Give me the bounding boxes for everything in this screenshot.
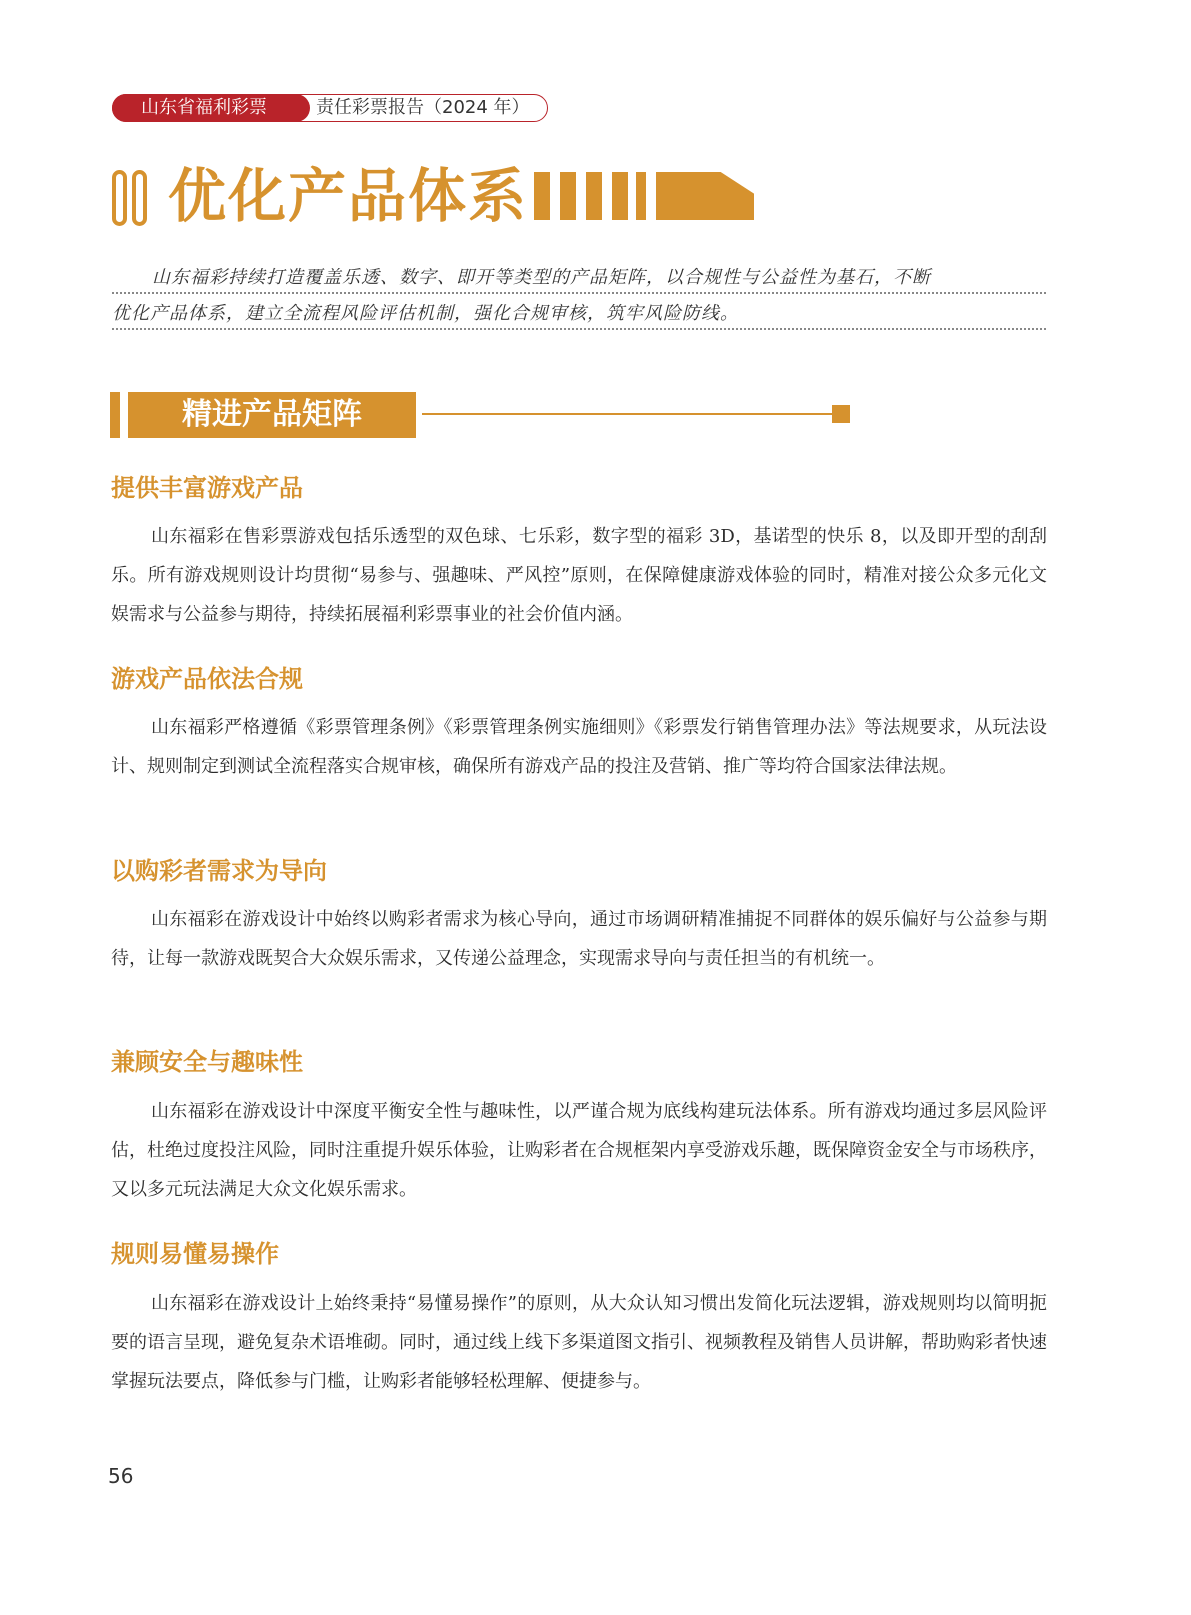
title-decor-bar (636, 172, 646, 220)
page-title: 优化产品体系 (168, 162, 529, 230)
report-header (112, 94, 548, 122)
subsection-heading: 游戏产品依法合规 (111, 665, 303, 693)
section-title: 精进产品矩阵 (128, 392, 416, 438)
intro-divider (112, 292, 1046, 294)
intro-line: 山东福彩持续打造覆盖乐透、数字、即开等类型的产品矩阵，以合规性与公益性为基石，不断 (152, 267, 931, 288)
intro-line: 优化产品体系，建立全流程风险评估机制，强化合规审核，筑牢风险防线。 (112, 303, 739, 324)
subsection-heading: 规则易懂易操作 (111, 1240, 279, 1268)
subsection-body: 山东福彩在游戏设计上始终秉持“易懂易操作”的原则，从大众认知习惯出发简化玩法逻辑，游戏规则均以简明扼要的语言呈现，避免复杂术语堆砌。同时，通过线上线下多渠道图文指引、视频教程及销售人员讲解，帮助购彩者快速掌握玩法要点，降低参与门槛，让购彩者能够轻松理解、便捷参与。 (111, 1293, 1047, 1392)
page-number: 56 (108, 1464, 134, 1488)
subsection-heading: 以购彩者需求为导向 (111, 857, 327, 885)
subsection-body: 山东福彩在售彩票游戏包括乐透型的双色球、七乐彩，数字型的福彩 3D，基诺型的快乐 8，以及即开型的刮刮乐。所有游戏规则设计均贯彻“易参与、强趣味、严风控”原则，在保障健康游戏体验的同时，精准对接公众多元化文娱需求与公益参与期待，持续拓展福利彩票事业的社会价值内涵。 (111, 526, 1047, 625)
section-marker (110, 392, 120, 438)
header-report-title: 责任彩票报告（2024 年） (316, 97, 530, 118)
title-decor-bar (612, 172, 628, 220)
section-rule (422, 413, 832, 415)
title-decor-bar (560, 172, 576, 220)
intro-divider (112, 328, 1046, 330)
title-decor-bar (586, 172, 602, 220)
header-org-label: 山东省福利彩票 (112, 94, 296, 122)
section-rule-end (832, 405, 850, 423)
subsection-body: 山东福彩严格遵循《彩票管理条例》《彩票管理条例实施细则》《彩票发行销售管理办法》等法规要求，从玩法设计、规则制定到测试全流程落实合规审核，确保所有游戏产品的投注及营销、推广等均符合国家法律法规。 (111, 717, 1047, 777)
title-decor-block (656, 172, 754, 220)
subsection-body: 山东福彩在游戏设计中始终以购彩者需求为核心导向，通过市场调研精准捕捉不同群体的娱乐偏好与公益参与期待，让每一款游戏既契合大众娱乐需求，又传递公益理念，实现需求导向与责任担当的有机统一。 (111, 909, 1047, 969)
subsection-heading: 兼顾安全与趣味性 (111, 1048, 303, 1076)
title-decor-bar (534, 172, 550, 220)
subsection-heading: 提供丰富游戏产品 (111, 474, 303, 502)
intro-text (112, 260, 1046, 332)
title-bracket-icon (112, 170, 150, 228)
subsection-body: 山东福彩在游戏设计中深度平衡安全性与趣味性，以严谨合规为底线构建玩法体系。所有游戏均通过多层风险评估，杜绝过度投注风险，同时注重提升娱乐体验，让购彩者在合规框架内享受游戏乐趣，既保障资金安全与市场秩序，又以多元玩法满足大众文化娱乐需求。 (111, 1101, 1047, 1200)
